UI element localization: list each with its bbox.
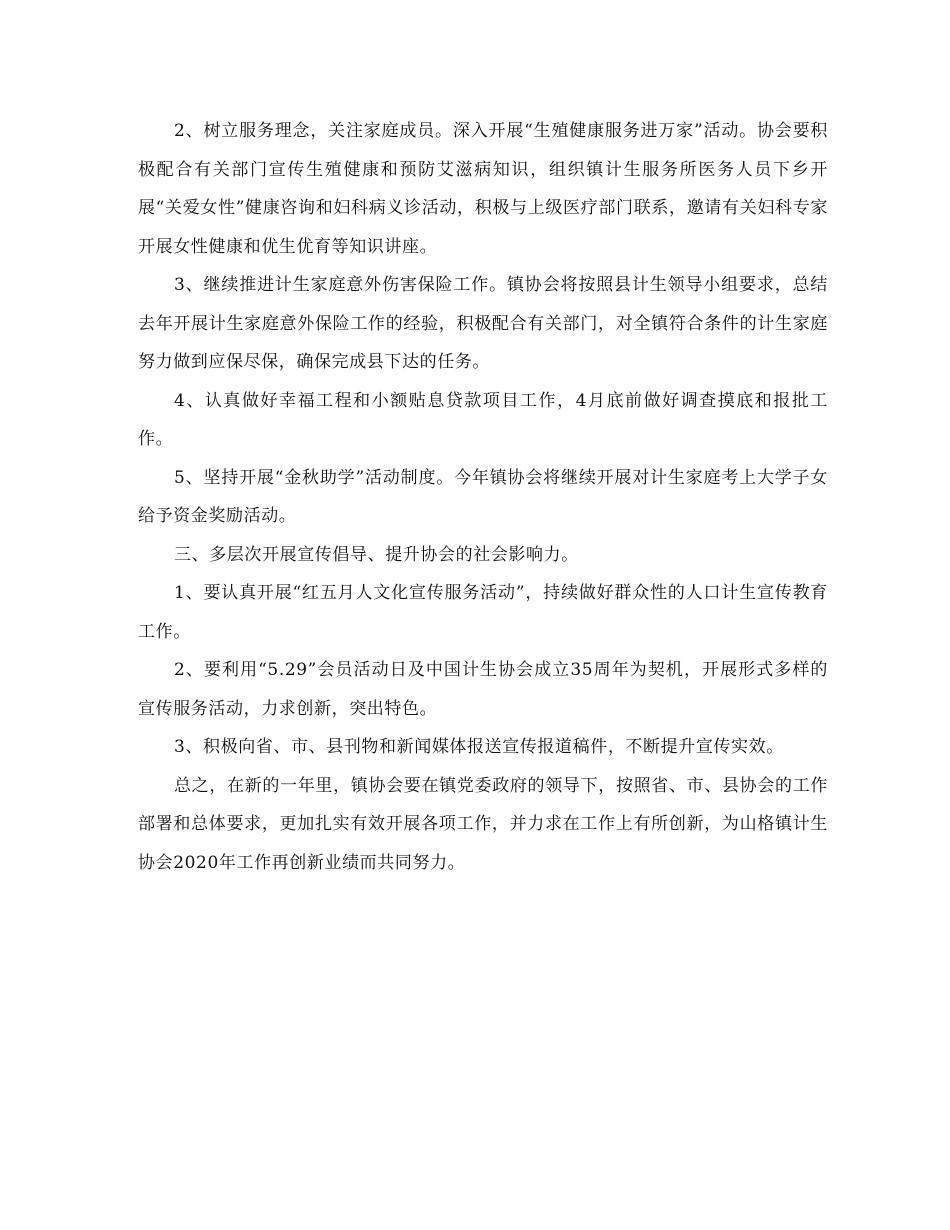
- paragraph-red-may: 1、要认真开展“红五月人文化宣传服务活动”，持续做好群众性的人口计生宣传教育工作。: [138, 583, 828, 642]
- paragraph-happiness-project: 4、认真做好幸福工程和小额贴息贷款项目工作，4月底前做好调查摸底和报批工作。: [138, 390, 828, 449]
- paragraph-service-concept: 2、树立服务理念，关注家庭成员。深入开展“生殖健康服务进万家”活动。协会要积极配合有关部门宣传生殖健康和预防艾滋病知识，组织镇计生服务所医务人员下乡开展“关爱女性”健康咨询和妇科病义诊活动，积极与上级医疗部门联系，邀请有关妇科专家开展女性健康和优生优育等知识讲座。: [138, 121, 828, 257]
- section-heading-publicity: 三、多层次开展宣传倡导、提升协会的社会影响力。: [174, 544, 579, 565]
- paragraph-conclusion: 总之，在新的一年里，镇协会要在镇党委政府的领导下，按照省、市、县协会的工作部署和总体要求，更加扎实有效开展各项工作，并力求在工作上有所创新，为山格镇计生协会2020年工作再创新业绩而共同努力。: [138, 775, 828, 873]
- paragraph-member-day: 2、要利用“5.29”会员活动日及中国计生协会成立35周年为契机，开展形式多样的宣传服务活动，力求创新，突出特色。: [138, 660, 828, 719]
- document-body: [138, 112, 828, 882]
- paragraph-autumn-study-aid: 5、坚持开展“金秋助学”活动制度。今年镇协会将继续开展对计生家庭考上大学子女给予资金奖励活动。: [138, 467, 828, 526]
- paragraph-insurance: 3、继续推进计生家庭意外伤害保险工作。镇协会将按照县计生领导小组要求，总结去年开展计生家庭意外保险工作的经验，积极配合有关部门，对全镇符合条件的计生家庭努力做到应保尽保，确保完成县下达的任务。: [138, 275, 828, 372]
- paragraph-media-reports: 3、积极向省、市、县刊物和新闻媒体报送宣传报道稿件，不断提升宣传实效。: [174, 737, 784, 757]
